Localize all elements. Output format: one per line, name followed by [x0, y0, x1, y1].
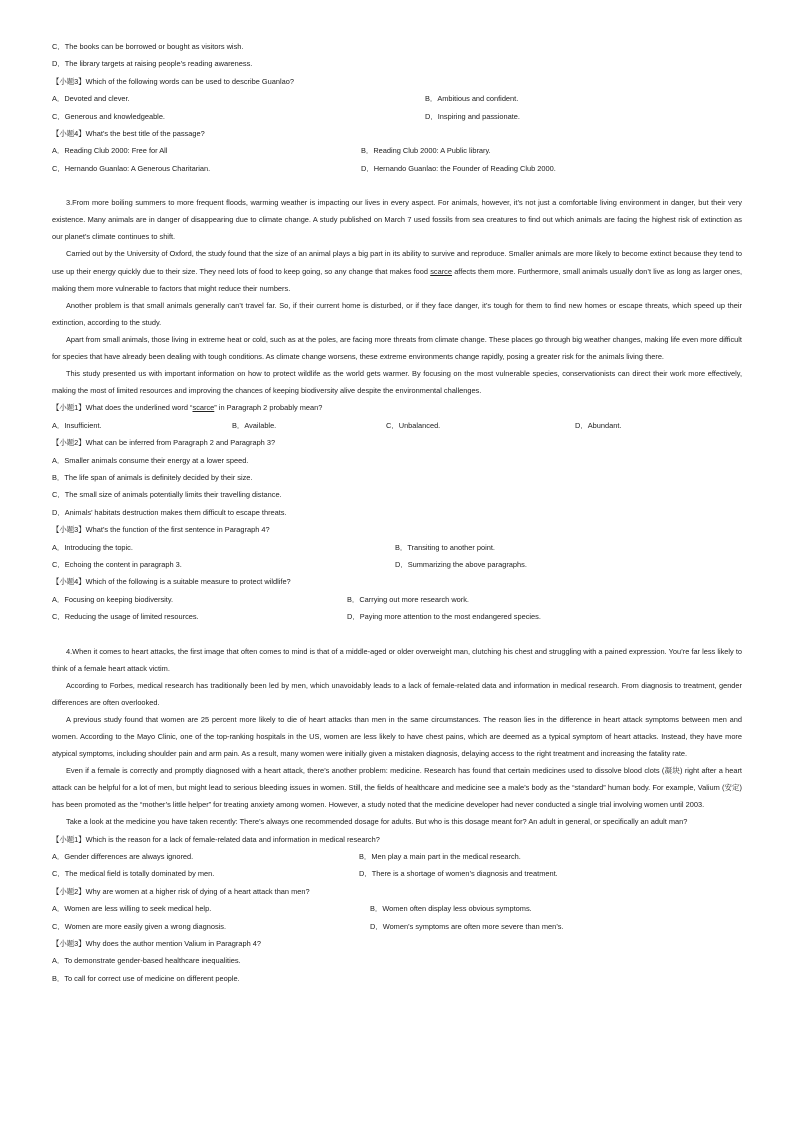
option-c: C．Reducing the usage of limited resources. [52, 612, 199, 622]
option-a: A．Devoted and clever. [52, 94, 130, 104]
passage-paragraph: According to Forbes, medical research has traditionally been led by men, which unavoidably leads to a lack of female-related data and information in medical research. From diagnosis to treatment, gender differences are often overlooked. [52, 680, 742, 707]
option-a: A．Insufficient. [52, 420, 102, 430]
question-text: 【小题1】Which is the reason for a lack of female-related data and information in medical research? [52, 834, 380, 844]
option-row [52, 918, 742, 935]
question-text: 【小题2】Why are women at a higher risk of dying of a heart attack than men? [52, 886, 310, 896]
option-c: C．Echoing the content in paragraph 3. [52, 559, 182, 569]
question-text: 【小题3】Which of the following words can be used to describe Guanlao? [52, 76, 294, 86]
passage-paragraph: Apart from small animals, those living in extreme heat or cold, such as at the poles, are facing more threats from climate change. These places go through big weather changes, making life even more difficult for species that have already been dealing with tough conditions. As climate change worsens, these extreme environments change rapidly, posing a greater risk for the animals living there. [52, 334, 742, 362]
option-row [52, 142, 742, 159]
option-row [52, 90, 742, 107]
option-row [52, 848, 742, 865]
option-d: D．There is a shortage of women’s diagnosis and treatment. [359, 869, 558, 879]
option-row [52, 865, 742, 882]
option-d: D．Inspiring and passionate. [425, 111, 520, 121]
passage-paragraph: Another problem is that small animals generally can’t travel far. So, if their current home is disturbed, or if they face danger, it’s tough for them to find new homes or escape threats, which speed up their extinction, according to the study. [52, 300, 742, 327]
passage-paragraph: 4.When it comes to heart attacks, the first image that often comes to mind is that of a middle-aged or older overweight man, clutching his chest and struggling with a pained expression. You’re far less likely to think of a female heart attack victim. [52, 646, 742, 673]
option-row [52, 591, 742, 608]
option-a: A．Reading Club 2000: Free for All [52, 146, 168, 156]
option-c: C．Hernando Guanlao: A Generous Charitarian. [52, 163, 211, 173]
question-text: 【小题2】What can be inferred from Paragraph 2 and Paragraph 3? [52, 438, 276, 448]
passage-paragraph: Carried out by the University of Oxford, the study found that the size of an animal plays a big part in its ability to survive and reproduce. Smaller animals are more likely to become extinct because they tend to use up their energy quickly due to their size. They need lots of food to keep going, so any change that makes food scarce affects them more. Furthermore, small animals usually don’t live as long as larger ones, making them more vulnerable to factors that might reduce their numbers. [52, 249, 743, 293]
option-a: A．Gender differences are always ignored. [52, 851, 194, 861]
option-b: B．Women often display less obvious symptoms. [370, 904, 532, 914]
option-a: A．Introducing the topic. [52, 542, 133, 552]
option-b: B．Available. [232, 420, 277, 430]
option-row [52, 108, 742, 125]
option-c: C．The books can be borrowed or bought as visitors wish. [52, 42, 244, 51]
option-d: D．Hernando Guanlao: the Founder of Reading Club 2000. [361, 163, 556, 173]
option-b: B．Ambitious and confident. [425, 94, 519, 104]
option-b: B．Transiting to another point. [395, 542, 495, 552]
option-row [52, 556, 742, 573]
option-row [52, 539, 742, 556]
question-text: 【小题3】Why does the author mention Valium in Paragraph 4? [52, 938, 261, 948]
option-a: A．Focusing on keeping biodiversity. [52, 594, 174, 604]
option-row [52, 608, 742, 625]
option-a: A．Women are less willing to seek medical help. [52, 904, 212, 914]
option-b: B．Reading Club 2000: A Public library. [361, 146, 491, 156]
passage-paragraph: 3.From more boiling summers to more frequent floods, warming weather is impacting our lives in every aspect. For animals, however, it’s not just a comfortable living environment in danger, but their very existence. Many animals are in danger of disappearing due to climate change. A study published on March 7 used fossils from sea creatures to find out which animals are facing the highest risk of extinction as our planet’s climate continues to shift. [52, 198, 742, 242]
option-d: D．Women’s symptoms are often more severe than men’s. [370, 921, 564, 931]
option-a: A．To demonstrate gender-based healthcare inequalities. [52, 956, 241, 966]
option-d: D．Paying more attention to the most endangered species. [347, 612, 541, 622]
passage-paragraph: This study presented us with important information on how to protect wildlife as the world gets warmer. By focusing on the most vulnerable species, conservationists can direct their work more effectively, making the most of limited resources and improving the chances of keeping biodiversity alive despite the environmental challenges. [52, 369, 742, 396]
question-text: 【小题4】Which of the following is a suitable measure to protect wildlife? [52, 577, 291, 587]
option-b: B．Carrying out more research work. [347, 594, 469, 604]
option-a: A．Smaller animals consume their energy at a lower speed. [52, 455, 249, 465]
passage-paragraph: Take a look at the medicine you have taken recently: There’s always one recommended dosage for adults. But who is this dosage meant for? An adult in general, or specifically an adult man? [66, 817, 688, 827]
option-b: B．Men play a main part in the medical research. [359, 851, 521, 861]
question-text: 【小题3】What’s the function of the first sentence in Paragraph 4? [52, 525, 270, 535]
option-d: D．Abundant. [575, 420, 622, 430]
option-d: D．Summarizing the above paragraphs. [395, 559, 527, 569]
underlined-word: scarce [430, 266, 452, 276]
option-row [52, 417, 742, 434]
question-text: 【小题4】What’s the best title of the passage? [52, 129, 205, 138]
question-text: 【小题1】What does the underlined word “scarce” in Paragraph 2 probably mean? [52, 403, 323, 413]
option-c: C．The small size of animals potentially limits their travelling distance. [52, 490, 282, 500]
passage-paragraph: A previous study found that women are 25 percent more likely to die of heart attacks than men in the same circumstances. The reason lies in the difference in heart attack symptoms between men and women. According to the Mayo Clinic, one of the top-ranking hospitals in the US, women are less likely to have chest pains, which are deemed as a typical symptom of heart attacks. Instead, they have more atypical symptoms, including shoulder pain and arm pain. As a result, many women were initially given a mistaken diagnosis, delaying access to the right treatment and increasing the fatality rate. [52, 714, 742, 759]
option-c: C．Unbalanced. [386, 420, 441, 430]
option-row [52, 900, 742, 917]
option-d: D．Animals’ habitats destruction makes them difficult to escape threats. [52, 507, 287, 517]
option-c: C．Generous and knowledgeable. [52, 111, 165, 121]
passage-paragraph: Even if a female is correctly and promptly diagnosed with a heart attack, there’s another problem: medicine. Research has found that certain medicines used to dissolve blood clots (凝块) right after a heart attack can be helpful for a lot of men, but might lead to serious bleeding issues in women. Still, the fields of healthcare and medicine see a male’s body as the “standard” human body. For example, Valium (安定) has been promoted as the “mother’s little helper” for treating anxiety among women. However, a study noted that the medicine developer had never conducted a single trial involving women until 2003. [52, 766, 742, 810]
option-d: D．The library targets at raising people’s reading awareness. [52, 59, 253, 69]
option-b: B．To call for correct use of medicine on different people. [52, 973, 240, 983]
option-c: C．Women are more easily given a wrong diagnosis. [52, 921, 227, 931]
option-row [52, 160, 742, 177]
document-page [52, 38, 742, 987]
option-c: C．The medical field is totally dominated by men. [52, 869, 215, 879]
option-b: B．The life span of animals is definitely decided by their size. [52, 472, 253, 482]
